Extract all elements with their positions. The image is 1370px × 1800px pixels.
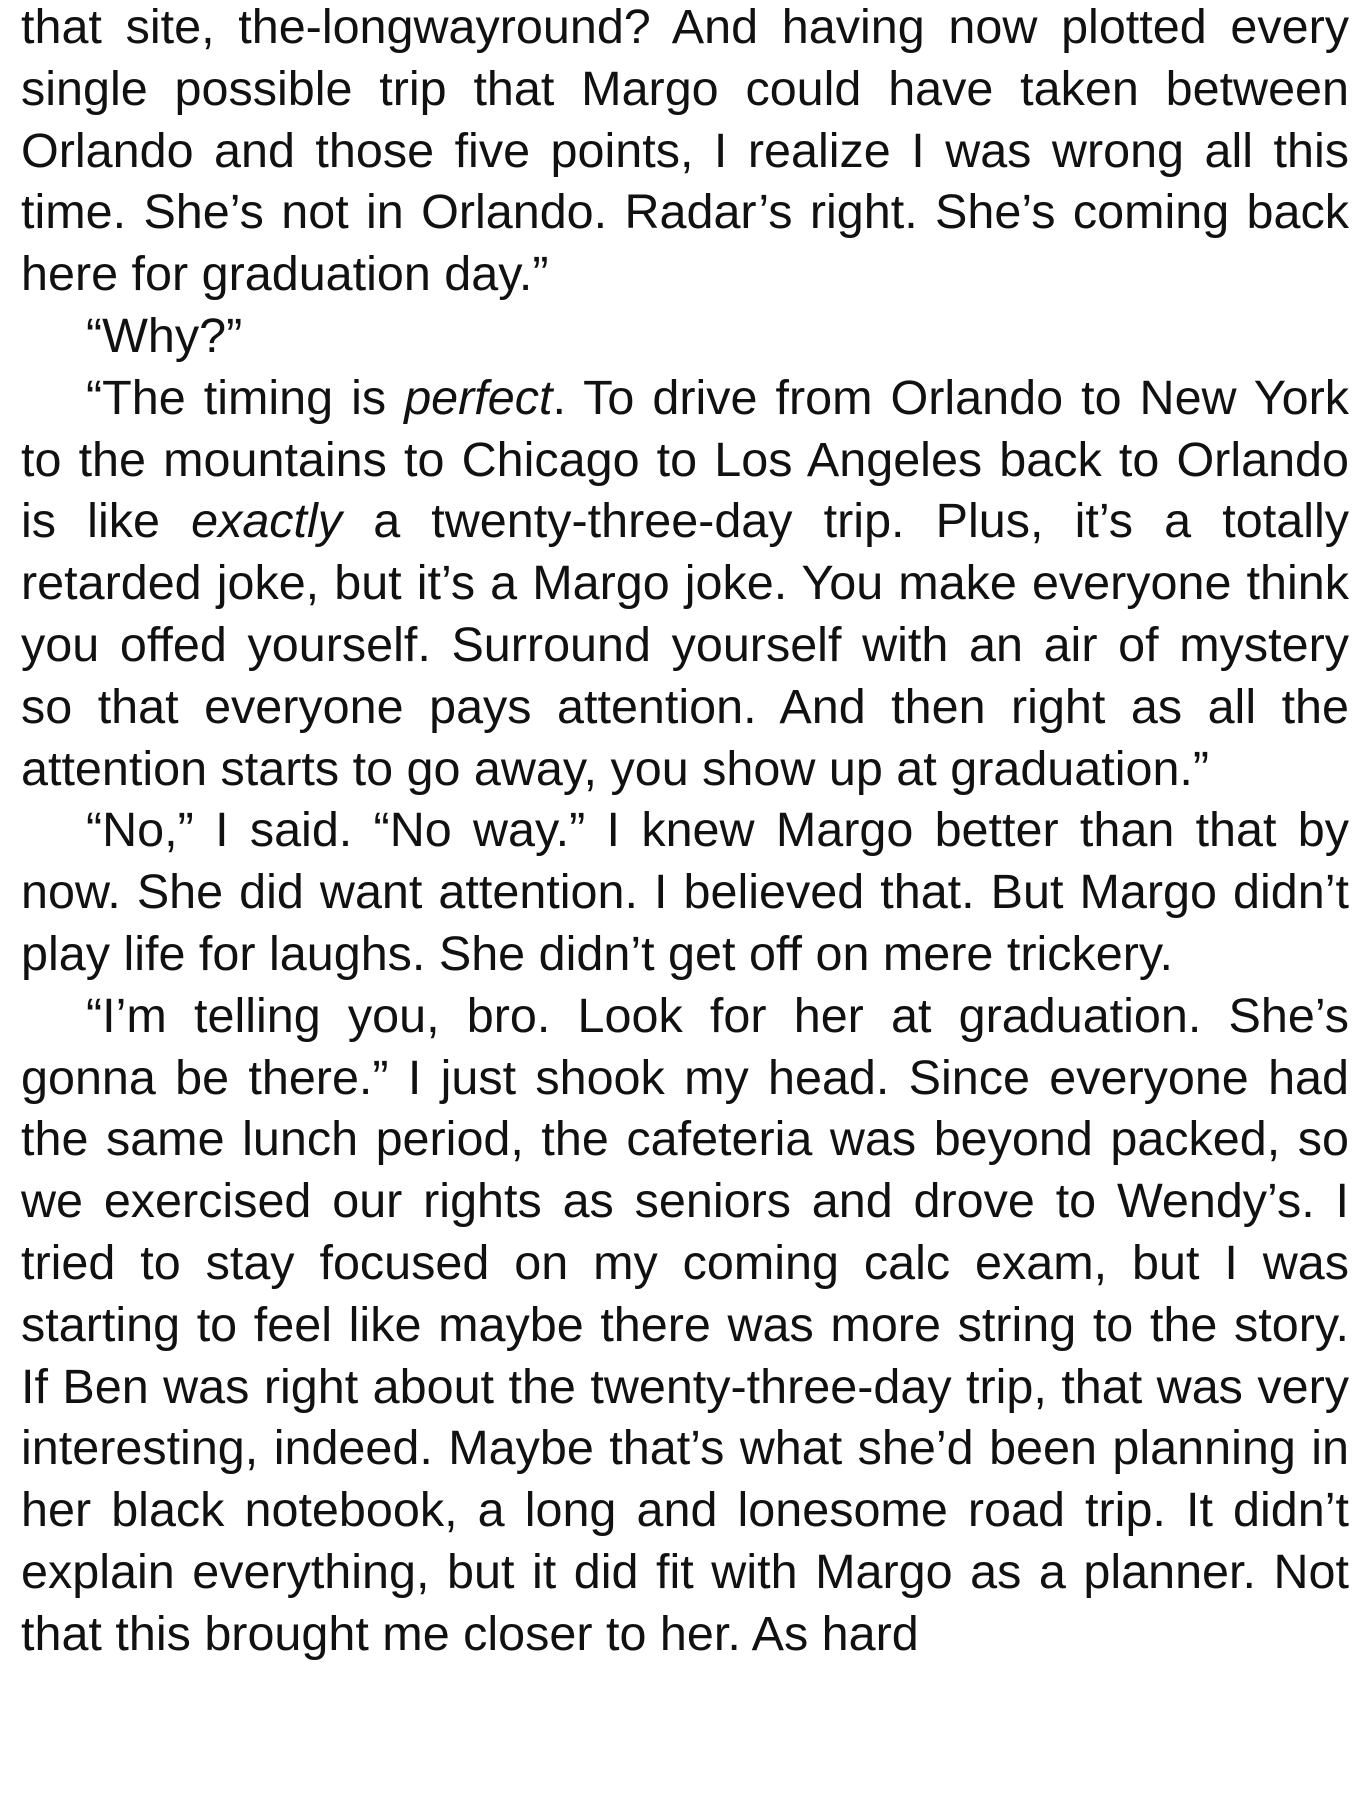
page-body: [21, 0, 1349, 1797]
paragraph: [21, 368, 1349, 801]
paragraph: [21, 306, 1349, 368]
text-segment: “The timing is: [86, 370, 405, 425]
text-segment: “No,” I said. “No way.” I knew Margo better than that by now. She did want attention. I believed that. But Margo didn’t play life for laughs. She didn’t get off on mere trickery.: [21, 803, 1349, 981]
italic-text: exactly: [191, 494, 343, 549]
text-segment: “Why?”: [86, 308, 243, 363]
text-segment: a twenty-three-day trip. Plus, it’s a totally retarded joke, but it’s a Margo joke. You make everyone think you offed yourself. Surround yourself with an air of mystery so that everyone pays attention. And then right as all the attention starts to go away, you show up at graduation.”: [21, 494, 1349, 796]
italic-text: perfect: [404, 370, 553, 425]
paragraph: [21, 800, 1349, 985]
text-segment: that site, the-longwayround? And having now plotted every single possible trip that Margo could have taken between Orlando and those five points, I realize I was wrong all this time. She’s not in Orlando. Radar’s right. She’s coming back here for graduation day.”: [21, 0, 1349, 302]
text-segment: “I’m telling you, bro. Look for her at graduation. She’s gonna be there.” I just shook my head. Since everyone had the same lunch period, the cafeteria was beyond packed, so we exercised our rights as seniors and drove to Wendy’s. I tried to stay focused on my coming calc exam, but I was starting to feel like maybe there was more string to the story. If Ben was right about the twenty-three-day trip, that was very interesting, indeed. Maybe that’s what she’d been planning in her black notebook, a long and lonesome road trip. It didn’t explain everything, but it did fit with Margo as a planner. Not that this brought me closer to her. As hard: [21, 988, 1349, 1661]
paragraph: [21, 0, 1349, 306]
paragraph: [21, 986, 1349, 1666]
text-segment: . To drive from Orlando to New York to the mountains to Chicago to Los Angeles back to Orlando is like: [21, 370, 1350, 549]
